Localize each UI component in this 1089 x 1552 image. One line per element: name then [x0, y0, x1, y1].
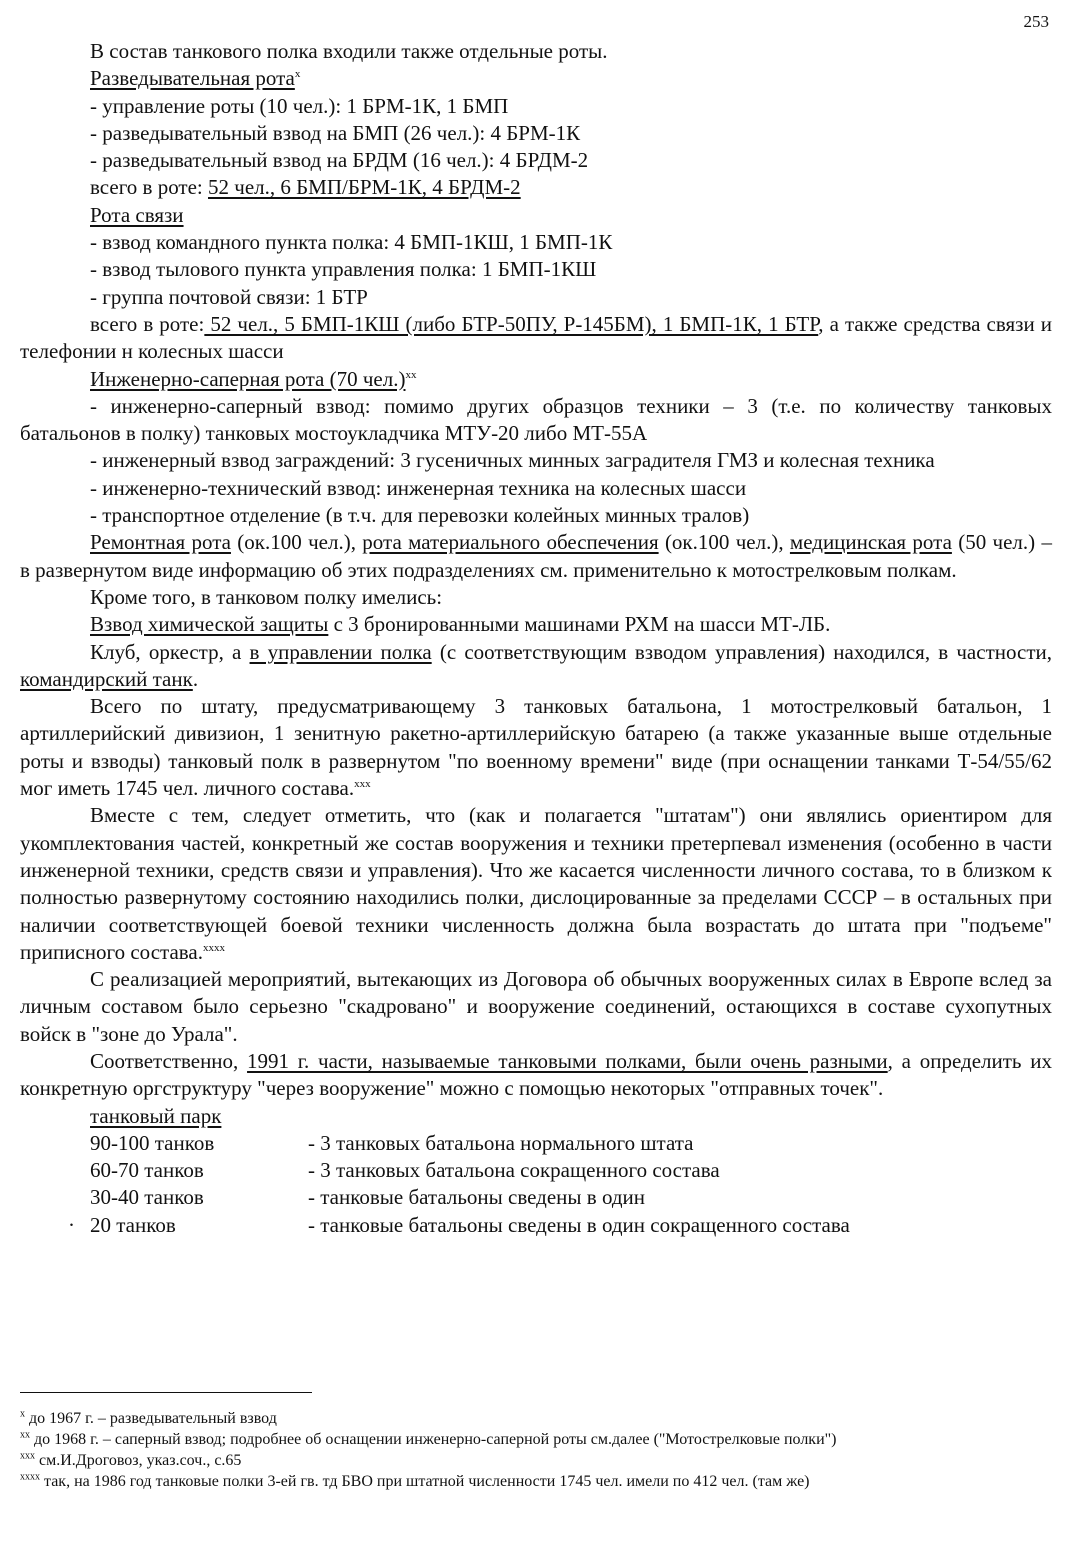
staffing-paragraph-text: Вместе с тем, следует отметить, что (как и полагается "штатам") они являлись ориентиром для укомплектования частей, конкретный же состав вооружения и техники претерпевал изменения (особенно в части инженерной техники, средств связи и управления). Что же касается численности личного состава, то в близком к полностью развернутому состоянию находились полки, дислоцированные за пределами СССР – в остальных при наличии соответствующей боевой техники численность должна была возрастать до штата при "подъеме" приписного состава. [20, 803, 1052, 964]
eng-line-2: - инженерный взвод заграждений: 3 гусеничных минных заградителя ГМЗ и колесная техника [90, 448, 935, 473]
recon-line-2: - разведывательный взвод на БМП (26 чел.): 4 БРМ-1К [90, 120, 581, 145]
recon-line-3: - разведывательный взвод на БРДМ (16 чел.): 4 БРДМ-2 [90, 148, 589, 173]
club-text-c: . [192, 666, 199, 691]
footnote-ref-x: x [294, 68, 301, 81]
supply-company-size: (ок.100 чел.), [658, 530, 790, 555]
footnote-mark: xxx [20, 1450, 35, 1462]
tank-desc: - танковые батальоны сведены в один сокращенного состава [308, 1212, 850, 1237]
club-text-a: Клуб, оркестр, а [90, 639, 250, 664]
eng-line-4: - транспортное отделение (в т.ч. для перевозки колейных минных тралов) [90, 503, 750, 528]
footnote-ref-xx: xx [405, 368, 417, 381]
footnote [20, 1471, 1052, 1492]
y1991-underlined: 1991 г. части, называемые танковыми полками, были очень разными [247, 1048, 888, 1073]
total-paragraph [20, 693, 1052, 802]
signal-line-1: - взвод командного пункта полка: 4 БМП-1КШ, 1 БМП-1К [90, 230, 613, 255]
signal-line-2: - взвод тылового пункта управления полка: 1 БМП-1КШ [90, 257, 597, 282]
footnote-mark: xxxx [20, 1471, 40, 1483]
intro-line: В состав танкового полка входили также отдельные роты. [90, 39, 608, 63]
tank-park-row [20, 1130, 1052, 1157]
club-text-b: (с соответствующим взводом управления) находился, в частности, [431, 639, 1052, 664]
footnote-divider [20, 1392, 312, 1393]
tank-park-row [20, 1184, 1052, 1211]
recon-total [20, 174, 1052, 201]
tank-park-heading-text: танковый парк [90, 1103, 222, 1128]
club-hq: в управлении полка [249, 639, 432, 664]
footnote [20, 1408, 1052, 1429]
chem-platoon: Взвод химической защиты [90, 612, 329, 637]
tank-park-row [20, 1212, 1052, 1239]
footnote [20, 1450, 1052, 1471]
medical-company-text: (50 чел.) – в развернутом виде информацию об этих подразделениях см. применительно к мотострелковым полкам. [20, 530, 1052, 582]
tank-desc: - 3 танковых батальона сокращенного состава [308, 1158, 720, 1183]
stray-mark: · [68, 1212, 75, 1237]
signal-total-value: 52 чел., 5 БМП-1КШ (либо БТР-50ПУ, Р-145БМ), 1 БМП-1К, 1 БТР [204, 311, 819, 336]
y1991-paragraph [20, 1048, 1052, 1103]
tank-count: 90-100 танков [90, 1130, 215, 1155]
medical-company: медицинская рота [789, 530, 952, 555]
chem-text: с 3 бронированными машинами РХМ на шасси МТ-ЛБ. [328, 612, 831, 637]
eng-heading-text: Инженерно-саперная рота (70 чел.) [90, 366, 406, 391]
footnotes [20, 1408, 1052, 1492]
footnote-mark: xx [20, 1429, 30, 1441]
footnote [20, 1429, 1052, 1450]
signal-heading [20, 202, 1052, 229]
staffing-paragraph [20, 802, 1052, 966]
recon-total-lead: всего в роте: [90, 175, 209, 200]
footnote-text: до 1967 г. – разведывательный взвод [25, 1410, 277, 1427]
eng-line-1: - инженерно-саперный взвод: помимо других образцов техники – 3 (т.е. по количеству танковых батальонов в полку) танковых мостоукладчика МТУ-20 либо МТ-55А [20, 393, 1052, 446]
tank-count: 60-70 танков [90, 1158, 204, 1183]
support-companies [20, 529, 1052, 584]
signal-heading-text: Рота связи [90, 202, 184, 227]
eng-line-3: - инженерно-технический взвод: инженерная техника на колесных шасси [90, 475, 747, 500]
repair-company: Ремонтная рота [90, 530, 231, 555]
cfe-paragraph: С реализацией мероприятий, вытекающих из Договора об обычных вооруженных силах в Европе вслед за личным составом было серьезно "скадровано" и вооружение соединений, остающихся в составе сухопутных войск в "зоне до Урала". [20, 967, 1052, 1046]
recon-total-value: 52 чел., 6 БМП/БРМ-1К, 4 БРДМ-2 [208, 175, 521, 200]
footnote-ref-xxxx: xxxx [202, 941, 225, 954]
signal-total [20, 311, 1052, 366]
repair-company-size: (ок.100 чел.), [230, 530, 363, 555]
supply-company: рота материального обеспечения [362, 530, 659, 555]
footnote-text: так, на 1986 год танковые полки 3-ей гв. тд БВО при штатной численности 1745 чел. имели по 412 чел. (там же) [40, 1473, 810, 1490]
tank-desc: - 3 танковых батальона нормального штата [308, 1130, 694, 1155]
eng-heading [20, 366, 1052, 393]
signal-total-tail: , а также средства связи и телефонии н колесных шасси [20, 311, 1052, 364]
tank-park-heading [20, 1103, 1052, 1130]
also-line: Кроме того, в танковом полку имелись: [90, 584, 443, 609]
footnote-ref-xxx: xxx [354, 778, 371, 791]
recon-heading [20, 65, 1052, 92]
page-number: 253 [1023, 12, 1049, 31]
y1991-text-b: , а определить их конкретную оргструктуру "через вооружение" можно с помощью некоторых "отправных точек". [20, 1048, 1052, 1101]
recon-line-1: - управление роты (10 чел.): 1 БРМ-1К, 1 БМП [90, 93, 509, 118]
footnote-text: см.И.Дроговоз, указ.соч., с.65 [35, 1452, 242, 1469]
tank-desc: - танковые батальоны сведены в один [308, 1185, 646, 1210]
tank-count: 30-40 танков [90, 1185, 204, 1210]
tank-park-row [20, 1157, 1052, 1184]
signal-line-3: - группа почтовой связи: 1 БТР [90, 284, 368, 309]
commander-tank: командирский танк [20, 666, 193, 691]
main-text [20, 38, 1052, 1239]
footnote-mark: x [20, 1408, 25, 1420]
y1991-text-a: Соответственно, [90, 1048, 248, 1073]
club-paragraph [20, 639, 1052, 694]
signal-total-lead: всего в роте: [90, 311, 205, 336]
chem-line [20, 611, 1052, 638]
footnote-text: до 1968 г. – саперный взвод; подробнее об оснащении инженерно-саперной роты см.далее ("Мотострелковые полки") [30, 1431, 837, 1448]
total-paragraph-text: Всего по штату, предусматривающему 3 танковых батальона, 1 мотострелковый батальон, 1 артиллерийский дивизион, 1 зенитную ракетно-артиллерийскую батарею (а также указанные выше отдельные роты и взводы) танковый полк в развернутом "по военному времени" виде (при оснащении танками Т-54/55/62 мог иметь 1745 чел. личного состава. [20, 694, 1052, 801]
recon-heading-text: Разведывательная рота [90, 66, 295, 91]
tank-count: 20 танков [90, 1212, 176, 1237]
